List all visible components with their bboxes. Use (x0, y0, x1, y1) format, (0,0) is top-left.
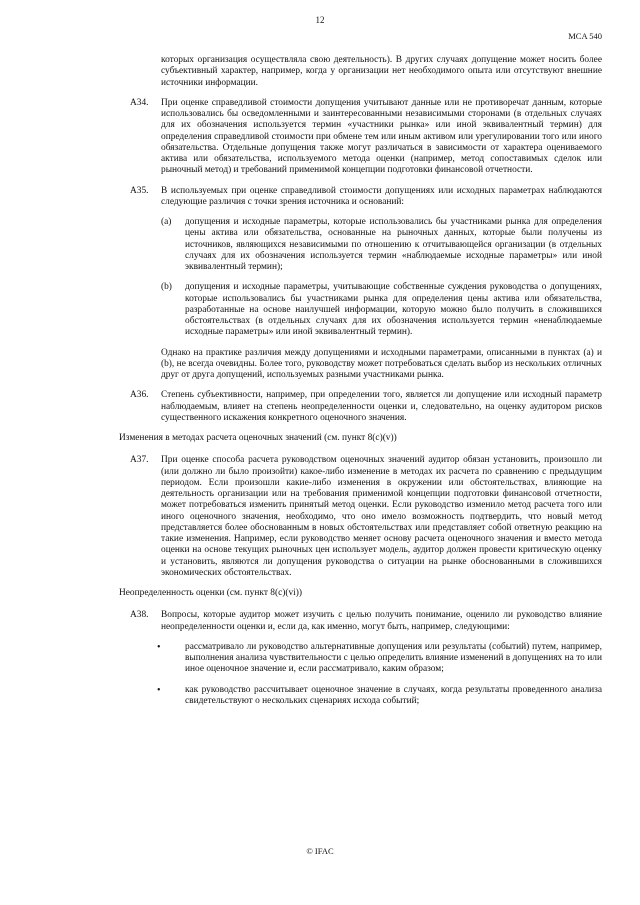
continuation-paragraph: которых организация осуществляла свою деятельность). В других случаях допущение может носить более субъективный характер, например, когда у организации нет необходимого опыта или отсутствуют внешние источники информации. (161, 55, 602, 88)
paragraph-number: A36. (130, 390, 149, 401)
document-code: MCA 540 (568, 31, 602, 41)
bullet-icon: • (157, 684, 161, 696)
list-item-text: допущения и исходные параметры, которые использовались бы участниками рынка для определения цены актива или обязательства, основанные на рыночных данных, которые были получены из источников, являющихся независимыми по отношению к отчитывающейся организации (в отдельных случаях для их обозначения используется термин «наблюдаемые исходные параметры» или иной эквивалентный термин); (185, 217, 602, 272)
paragraph-text: Степень субъективности, например, при определении того, является ли допущение или исходный параметр наблюдаемым, влияет на степень неопределенности оценки и, следовательно, на оценку аудитором рисков существенного искажения конкретного оценочного значения. (161, 390, 602, 423)
bullet-text: как руководство рассчитывает оценочное значение в случаях, когда результаты проведенного анализа свидетельствуют о нескольких сценариях исхода событий; (185, 684, 602, 706)
paragraph-a36 (119, 390, 602, 424)
list-item-b (119, 282, 602, 338)
list-item-a (119, 217, 602, 273)
paragraph-number: A38. (130, 610, 149, 621)
paragraph-number: A34. (130, 97, 149, 108)
bullet-text: рассматривало ли руководство альтернативные допущения или результаты (событий) путем, например, выполнения анализа чувствительности с целью определить влияние изменений в допущениях на то или иное оценочное значение и, если рассматривало, каким образом; (185, 641, 602, 675)
paragraph-text: Вопросы, которые аудитор может изучить с целью получить понимание, оценило ли руководство влияние неопределенности оценки и, если да, как именно, могут быть, например, следующими: (161, 610, 602, 632)
paragraph-a37 (119, 455, 602, 579)
section-heading-uncertainty: Неопределенность оценки (см. пункт 8(c)(vi)) (119, 588, 303, 598)
section-heading-methods: Изменения в методах расчета оценочных значений (см. пункт 8(c)(v)) (119, 433, 397, 443)
paragraph-a34 (119, 98, 602, 177)
paragraph-text: В используемых при оценке справедливой стоимости допущениях или исходных параметрах наблюдаются следующие различия с точки зрения источника и оснований: (161, 185, 602, 207)
bullet-item (119, 685, 602, 708)
list-item-label: (a) (161, 217, 172, 227)
paragraph-a38 (119, 610, 602, 633)
paragraph-text: При оценке способа расчета руководством оценочных значений аудитор обязан установить, произошло ли (или должно ли было произойти) какое-либо изменение в методах их расчета по сравнению с предыдущим периодом. Если произошли какие-либо изменения в окружении или обстоятельствах, влияющие на деятельность организации или на требования применимой концепции подготовки финансовой отчетности, может потребоваться изменить принятый метод оценки. Если руководство изменило метод расчета того или иного оценочного значения, необходимо, что оно имело возможность подтвердить, что новый метод представляется более обоснованным в новых обстоятельствах или представляет собой ответную реакцию на такие изменения. Например, если руководство меняет основу расчета оценочного значения и вместо метода оценки на основе текущих рыночных цен использует модель, аудитор должен провести критическую оценку и установить, являются ли допущения руководства о ситуации на рынке обоснованными в сложившихся экономических обстоятельствах. (161, 455, 602, 578)
paragraph-a35 (119, 186, 602, 209)
list-item-label: (b) (161, 282, 172, 293)
bullet-item (119, 642, 602, 676)
footer-copyright: © IFAC (306, 846, 334, 856)
list-item-text: допущения и исходные параметры, учитывающие собственные суждения руководства о допущениях, которые использовались бы участниками рынка для определения цены актива или обязательства, разработанные на основе наилучшей информации, которую можно было получить в сложившихся обстоятельствах (в отдельных случаях для их обозначения используется термин «ненаблюдаемые исходные параметры» или иной эквивалентный термин). (185, 282, 602, 338)
page-number: 12 (315, 15, 325, 25)
bullet-icon: • (157, 641, 161, 653)
paragraph-text: При оценке справедливой стоимости допущения учитывают данные или не противоречат данным, которые использовались бы осведомленными и заинтересованными независимыми сторонами (в отдельных случаях для их обозначения используется термин «участники рынка» или иной эквивалентный термин) для определения справедливой стоимости при обмене тем или иным активом или урегулировании того или иного обязательства. Отдельные допущения также могут различаться в зависимости от характера оцениваемого актива или обязательства, используемого метода оценки (например, метод сопоставимых сделок или рыночный метод) и требований применимой концепции подготовки финансовой отчетности. (161, 97, 602, 176)
document-body (119, 55, 602, 716)
paragraph-number: A35. (130, 185, 149, 196)
paragraph-number: A37. (130, 455, 149, 466)
paragraph-a35-closing: Однако на практике различия между допущениями и исходными параметрами, описанными в пунктах (a) и (b), не всегда очевидны. Более того, руководству может потребоваться сделать выбор из нескольких отличных друг от друга допущений, используемых разными участниками рынка. (161, 347, 602, 380)
